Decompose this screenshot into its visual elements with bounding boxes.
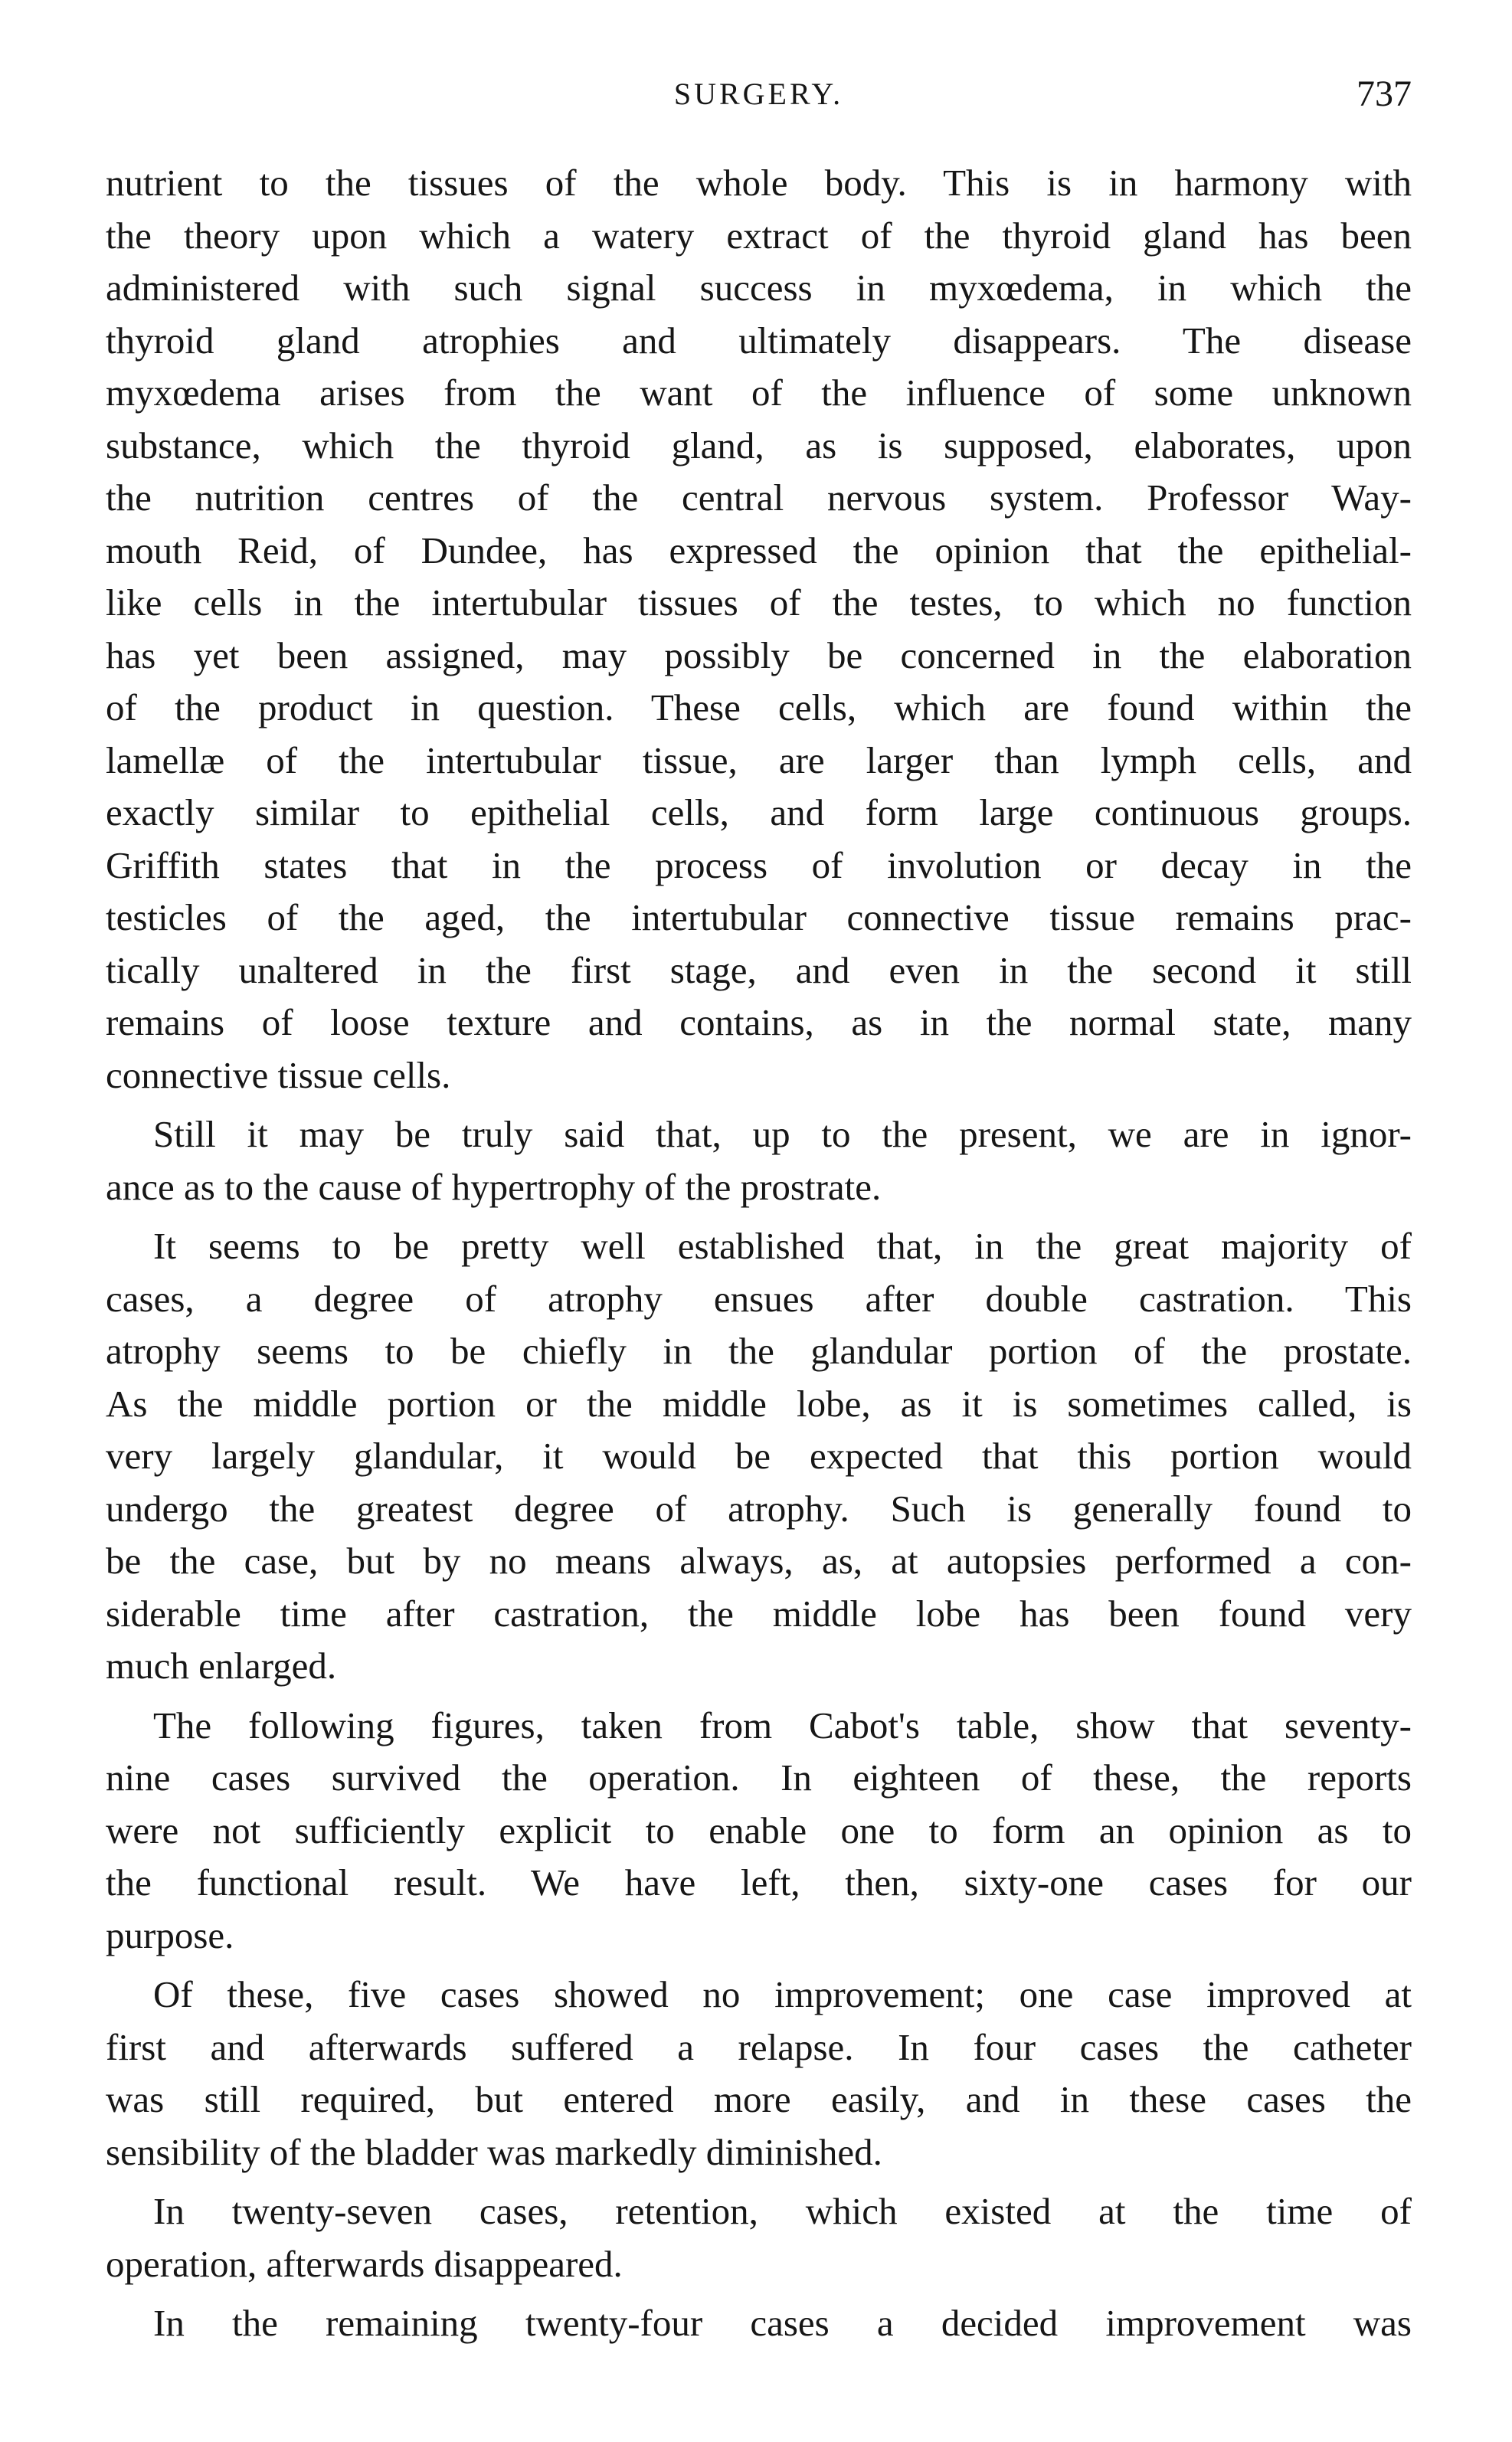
text-line: of the product in question. These cells, which are found within the xyxy=(106,686,1412,728)
text-line: operation, afterwards disappeared. xyxy=(106,2242,623,2285)
paragraph-gap xyxy=(106,2178,1412,2185)
text-line: It seems to be pretty well established that, in the great majority of xyxy=(153,1225,1412,1267)
text-line: sensibility of the bladder was markedly diminished. xyxy=(106,2130,882,2173)
paragraph xyxy=(106,1108,1412,1213)
text-line: lamellæ of the intertubular tissue, are larger than lymph cells, and xyxy=(106,738,1412,781)
text-line: The following figures, taken from Cabot's table, show that seventy- xyxy=(153,1704,1412,1746)
paragraph xyxy=(106,2185,1412,2290)
paragraph-gap xyxy=(106,2290,1412,2297)
text-line: ance as to the cause of hypertrophy of the prostrate. xyxy=(106,1165,882,1208)
text-line: substance, which the thyroid gland, as is supposed, elaborates, upon xyxy=(106,424,1412,466)
text-line: thyroid gland atrophies and ultimately disappears. The disease xyxy=(106,319,1412,362)
text-line: mouth Reid, of Dundee, has expressed the opinion that the epithelial- xyxy=(106,529,1412,571)
text-line: be the case, but by no means always, as, at autopsies performed a con- xyxy=(106,1540,1412,1582)
text-line: connective tissue cells. xyxy=(106,1053,451,1096)
text-line: testicles of the aged, the intertubular connective tissue remains prac- xyxy=(106,896,1412,938)
text-line: very largely glandular, it would be expected that this portion would xyxy=(106,1435,1412,1477)
text-line: Griffith states that in the process of involution or decay in the xyxy=(106,843,1412,886)
text-line: undergo the greatest degree of atrophy. Such is generally found to xyxy=(106,1487,1412,1530)
text-line: like cells in the intertubular tissues of the testes, to which no function xyxy=(106,581,1412,624)
text-line: Of these, five cases showed no improvement; one case improved at xyxy=(153,1973,1412,2015)
text-line: siderable time after castration, the middle lobe has been found very xyxy=(106,1592,1412,1635)
text-line: nutrient to the tissues of the whole body. This is in harmony with xyxy=(106,162,1412,204)
text-line: cases, a degree of atrophy ensues after double castration. This xyxy=(106,1277,1412,1320)
text-line: In twenty-seven cases, retention, which existed at the time of xyxy=(153,2190,1412,2232)
text-line: much enlarged. xyxy=(106,1645,337,1687)
paragraph-gap xyxy=(106,1693,1412,1700)
body-text xyxy=(106,157,1412,2350)
text-line: As the middle portion or the middle lobe, as it is sometimes called, is xyxy=(106,1382,1412,1425)
text-line: the functional result. We have left, then, sixty-one cases for our xyxy=(106,1861,1412,1904)
text-line: has yet been assigned, may possibly be concerned in the elaboration xyxy=(106,633,1412,676)
text-line: exactly similar to epithelial cells, and form large continuous groups. xyxy=(106,791,1412,833)
text-line: purpose. xyxy=(106,1913,234,1956)
text-line: first and afterwards suffered a relapse. In four cases the catheter xyxy=(106,2025,1412,2068)
paragraph-gap xyxy=(106,1962,1412,1969)
text-line: the theory upon which a watery extract of the thyroid gland has been xyxy=(106,214,1412,257)
paragraph xyxy=(106,157,1412,1102)
paragraph xyxy=(106,1220,1412,1693)
text-line: remains of loose texture and contains, as in the normal state, many xyxy=(106,1001,1412,1043)
text-line: atrophy seems to be chiefly in the glandular portion of the prostate. xyxy=(106,1330,1412,1372)
paragraph xyxy=(106,1700,1412,1962)
paragraph xyxy=(106,2297,1412,2350)
paragraph-gap xyxy=(106,1102,1412,1108)
running-head xyxy=(106,73,1412,119)
text-line: were not sufficiently explicit to enable one to form an opinion as to xyxy=(106,1809,1412,1851)
text-line: nine cases survived the operation. In eighteen of these, the reports xyxy=(106,1756,1412,1799)
text-line: Still it may be truly said that, up to the present, we are in ignor- xyxy=(153,1113,1412,1155)
text-line: was still required, but entered more easily, and in these cases the xyxy=(106,2078,1412,2120)
text-line: tically unaltered in the first stage, and even in the second it still xyxy=(106,948,1412,991)
text-line: In the remaining twenty-four cases a decided improvement was xyxy=(153,2302,1412,2344)
page-number: 737 xyxy=(1357,74,1412,114)
paragraph xyxy=(106,1969,1412,2178)
text-line: myxœdema arises from the want of the influence of some unknown xyxy=(106,372,1412,414)
paragraph-gap xyxy=(106,1213,1412,1220)
text-line: administered with such signal success in myxœdema, in which the xyxy=(106,267,1412,309)
text-line: the nutrition centres of the central nervous system. Professor Way- xyxy=(106,476,1412,519)
running-head-title: SURGERY. xyxy=(673,77,844,111)
